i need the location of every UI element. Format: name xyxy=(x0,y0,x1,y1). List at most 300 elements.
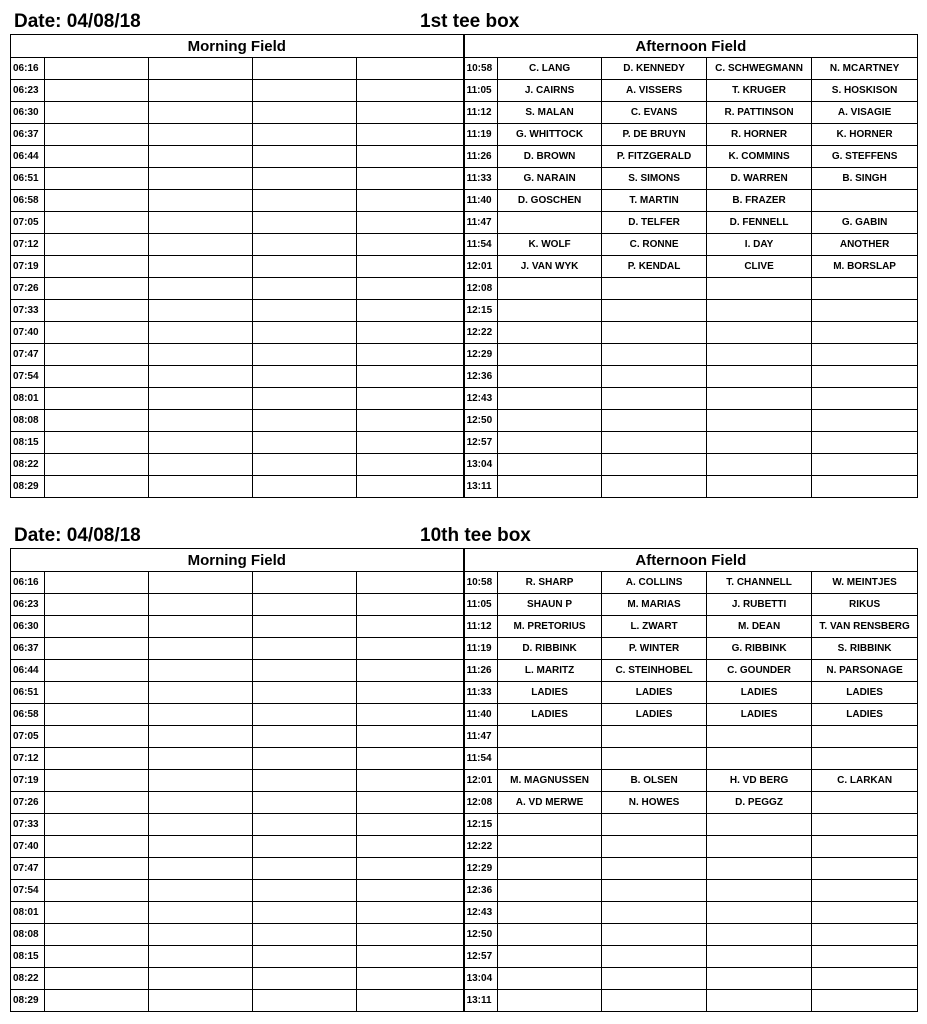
morning-player-slot[interactable] xyxy=(149,300,253,322)
morning-player-slot[interactable] xyxy=(149,256,253,278)
afternoon-player-slot[interactable] xyxy=(707,300,812,322)
morning-player-slot[interactable] xyxy=(45,726,149,748)
afternoon-player-slot[interactable] xyxy=(707,344,812,366)
morning-player-slot[interactable] xyxy=(149,704,253,726)
afternoon-player-slot[interactable] xyxy=(812,190,918,212)
afternoon-player-slot[interactable] xyxy=(498,726,602,748)
morning-player-slot[interactable] xyxy=(253,990,357,1012)
morning-player-slot[interactable] xyxy=(45,638,149,660)
morning-player-slot[interactable] xyxy=(149,344,253,366)
afternoon-player-slot[interactable]: M. BORSLAP xyxy=(812,256,918,278)
morning-player-slot[interactable] xyxy=(149,946,253,968)
morning-player-slot[interactable] xyxy=(149,366,253,388)
afternoon-player-slot[interactable] xyxy=(707,388,812,410)
afternoon-player-slot[interactable] xyxy=(812,836,918,858)
morning-player-slot[interactable] xyxy=(357,454,464,476)
morning-player-slot[interactable] xyxy=(45,454,149,476)
morning-player-slot[interactable] xyxy=(45,748,149,770)
morning-player-slot[interactable] xyxy=(357,190,464,212)
afternoon-player-slot[interactable]: G. GABIN xyxy=(812,212,918,234)
morning-player-slot[interactable] xyxy=(45,256,149,278)
afternoon-player-slot[interactable]: SHAUN P xyxy=(498,594,602,616)
morning-player-slot[interactable] xyxy=(253,858,357,880)
morning-player-slot[interactable] xyxy=(357,212,464,234)
afternoon-player-slot[interactable] xyxy=(498,476,602,498)
morning-player-slot[interactable] xyxy=(253,322,357,344)
morning-player-slot[interactable] xyxy=(149,388,253,410)
afternoon-player-slot[interactable]: D. BROWN xyxy=(498,146,602,168)
afternoon-player-slot[interactable] xyxy=(602,454,707,476)
afternoon-player-slot[interactable]: C. STEINHOBEL xyxy=(602,660,707,682)
afternoon-player-slot[interactable]: D. KENNEDY xyxy=(602,58,707,80)
afternoon-player-slot[interactable]: M. MARIAS xyxy=(602,594,707,616)
morning-player-slot[interactable] xyxy=(253,168,357,190)
afternoon-player-slot[interactable] xyxy=(498,278,602,300)
morning-player-slot[interactable] xyxy=(45,572,149,594)
afternoon-player-slot[interactable]: LADIES xyxy=(602,704,707,726)
afternoon-player-slot[interactable] xyxy=(498,946,602,968)
afternoon-player-slot[interactable] xyxy=(812,902,918,924)
morning-player-slot[interactable] xyxy=(149,990,253,1012)
afternoon-player-slot[interactable] xyxy=(707,990,812,1012)
afternoon-player-slot[interactable]: LADIES xyxy=(498,682,602,704)
afternoon-player-slot[interactable] xyxy=(707,278,812,300)
morning-player-slot[interactable] xyxy=(45,366,149,388)
afternoon-player-slot[interactable]: M. PRETORIUS xyxy=(498,616,602,638)
afternoon-player-slot[interactable] xyxy=(707,748,812,770)
afternoon-player-slot[interactable] xyxy=(812,366,918,388)
morning-player-slot[interactable] xyxy=(149,278,253,300)
afternoon-player-slot[interactable] xyxy=(602,858,707,880)
afternoon-player-slot[interactable] xyxy=(498,814,602,836)
afternoon-player-slot[interactable]: M. DEAN xyxy=(707,616,812,638)
morning-player-slot[interactable] xyxy=(357,58,464,80)
afternoon-player-slot[interactable] xyxy=(498,880,602,902)
afternoon-player-slot[interactable]: T. CHANNELL xyxy=(707,572,812,594)
morning-player-slot[interactable] xyxy=(45,146,149,168)
morning-player-slot[interactable] xyxy=(149,924,253,946)
morning-player-slot[interactable] xyxy=(45,990,149,1012)
afternoon-player-slot[interactable] xyxy=(812,814,918,836)
afternoon-player-slot[interactable]: LADIES xyxy=(707,704,812,726)
morning-player-slot[interactable] xyxy=(253,278,357,300)
morning-player-slot[interactable] xyxy=(45,190,149,212)
afternoon-player-slot[interactable]: N. PARSONAGE xyxy=(812,660,918,682)
morning-player-slot[interactable] xyxy=(149,616,253,638)
morning-player-slot[interactable] xyxy=(253,836,357,858)
afternoon-player-slot[interactable]: L. ZWART xyxy=(602,616,707,638)
morning-player-slot[interactable] xyxy=(253,432,357,454)
afternoon-player-slot[interactable]: C. LANG xyxy=(498,58,602,80)
afternoon-player-slot[interactable]: T. KRUGER xyxy=(707,80,812,102)
morning-player-slot[interactable] xyxy=(253,726,357,748)
morning-player-slot[interactable] xyxy=(357,880,464,902)
morning-player-slot[interactable] xyxy=(149,858,253,880)
afternoon-player-slot[interactable] xyxy=(498,836,602,858)
afternoon-player-slot[interactable] xyxy=(498,432,602,454)
morning-player-slot[interactable] xyxy=(149,902,253,924)
afternoon-player-slot[interactable]: LADIES xyxy=(707,682,812,704)
afternoon-player-slot[interactable]: G. RIBBINK xyxy=(707,638,812,660)
afternoon-player-slot[interactable] xyxy=(602,902,707,924)
afternoon-player-slot[interactable]: ANOTHER xyxy=(812,234,918,256)
afternoon-player-slot[interactable]: R. PATTINSON xyxy=(707,102,812,124)
afternoon-player-slot[interactable] xyxy=(602,968,707,990)
afternoon-player-slot[interactable] xyxy=(602,278,707,300)
afternoon-player-slot[interactable] xyxy=(812,858,918,880)
morning-player-slot[interactable] xyxy=(45,212,149,234)
afternoon-player-slot[interactable]: P. WINTER xyxy=(602,638,707,660)
morning-player-slot[interactable] xyxy=(45,902,149,924)
afternoon-player-slot[interactable] xyxy=(602,300,707,322)
afternoon-player-slot[interactable] xyxy=(498,212,602,234)
morning-player-slot[interactable] xyxy=(45,432,149,454)
afternoon-player-slot[interactable] xyxy=(707,454,812,476)
morning-player-slot[interactable] xyxy=(357,476,464,498)
afternoon-player-slot[interactable] xyxy=(498,366,602,388)
morning-player-slot[interactable] xyxy=(357,990,464,1012)
morning-player-slot[interactable] xyxy=(357,300,464,322)
afternoon-player-slot[interactable]: J. CAIRNS xyxy=(498,80,602,102)
morning-player-slot[interactable] xyxy=(45,660,149,682)
morning-player-slot[interactable] xyxy=(149,58,253,80)
morning-player-slot[interactable] xyxy=(45,124,149,146)
morning-player-slot[interactable] xyxy=(45,476,149,498)
morning-player-slot[interactable] xyxy=(253,410,357,432)
morning-player-slot[interactable] xyxy=(357,616,464,638)
morning-player-slot[interactable] xyxy=(149,410,253,432)
morning-player-slot[interactable] xyxy=(253,388,357,410)
morning-player-slot[interactable] xyxy=(357,792,464,814)
afternoon-player-slot[interactable] xyxy=(602,432,707,454)
morning-player-slot[interactable] xyxy=(149,234,253,256)
afternoon-player-slot[interactable] xyxy=(498,388,602,410)
afternoon-player-slot[interactable] xyxy=(707,880,812,902)
afternoon-player-slot[interactable] xyxy=(602,410,707,432)
morning-player-slot[interactable] xyxy=(149,814,253,836)
afternoon-player-slot[interactable]: LADIES xyxy=(498,704,602,726)
afternoon-player-slot[interactable]: S. RIBBINK xyxy=(812,638,918,660)
morning-player-slot[interactable] xyxy=(357,322,464,344)
morning-player-slot[interactable] xyxy=(149,792,253,814)
morning-player-slot[interactable] xyxy=(45,880,149,902)
morning-player-slot[interactable] xyxy=(253,366,357,388)
afternoon-player-slot[interactable] xyxy=(707,946,812,968)
morning-player-slot[interactable] xyxy=(45,814,149,836)
morning-player-slot[interactable] xyxy=(253,256,357,278)
afternoon-player-slot[interactable] xyxy=(707,432,812,454)
afternoon-player-slot[interactable]: RIKUS xyxy=(812,594,918,616)
morning-player-slot[interactable] xyxy=(149,476,253,498)
afternoon-player-slot[interactable] xyxy=(602,836,707,858)
morning-player-slot[interactable] xyxy=(45,770,149,792)
afternoon-player-slot[interactable] xyxy=(812,924,918,946)
morning-player-slot[interactable] xyxy=(45,704,149,726)
afternoon-player-slot[interactable]: G. NARAIN xyxy=(498,168,602,190)
afternoon-player-slot[interactable]: K. COMMINS xyxy=(707,146,812,168)
morning-player-slot[interactable] xyxy=(253,234,357,256)
morning-player-slot[interactable] xyxy=(253,638,357,660)
morning-player-slot[interactable] xyxy=(149,102,253,124)
morning-player-slot[interactable] xyxy=(357,748,464,770)
morning-player-slot[interactable] xyxy=(45,234,149,256)
afternoon-player-slot[interactable]: C. RONNE xyxy=(602,234,707,256)
afternoon-player-slot[interactable] xyxy=(602,814,707,836)
morning-player-slot[interactable] xyxy=(149,748,253,770)
afternoon-player-slot[interactable] xyxy=(707,902,812,924)
morning-player-slot[interactable] xyxy=(357,432,464,454)
morning-player-slot[interactable] xyxy=(253,902,357,924)
afternoon-player-slot[interactable] xyxy=(707,476,812,498)
afternoon-player-slot[interactable] xyxy=(707,814,812,836)
morning-player-slot[interactable] xyxy=(149,190,253,212)
morning-player-slot[interactable] xyxy=(149,594,253,616)
afternoon-player-slot[interactable]: C. GOUNDER xyxy=(707,660,812,682)
afternoon-player-slot[interactable] xyxy=(602,344,707,366)
afternoon-player-slot[interactable]: J. RUBETTI xyxy=(707,594,812,616)
morning-player-slot[interactable] xyxy=(253,616,357,638)
morning-player-slot[interactable] xyxy=(357,638,464,660)
morning-player-slot[interactable] xyxy=(45,278,149,300)
afternoon-player-slot[interactable]: G. WHITTOCK xyxy=(498,124,602,146)
afternoon-player-slot[interactable] xyxy=(707,858,812,880)
morning-player-slot[interactable] xyxy=(45,102,149,124)
afternoon-player-slot[interactable]: N. HOWES xyxy=(602,792,707,814)
afternoon-player-slot[interactable]: M. MAGNUSSEN xyxy=(498,770,602,792)
morning-player-slot[interactable] xyxy=(253,792,357,814)
afternoon-player-slot[interactable]: LADIES xyxy=(602,682,707,704)
morning-player-slot[interactable] xyxy=(357,726,464,748)
afternoon-player-slot[interactable]: A. COLLINS xyxy=(602,572,707,594)
morning-player-slot[interactable] xyxy=(253,300,357,322)
morning-player-slot[interactable] xyxy=(357,594,464,616)
afternoon-player-slot[interactable] xyxy=(812,748,918,770)
morning-player-slot[interactable] xyxy=(357,814,464,836)
morning-player-slot[interactable] xyxy=(149,80,253,102)
afternoon-player-slot[interactable] xyxy=(498,902,602,924)
morning-player-slot[interactable] xyxy=(45,616,149,638)
morning-player-slot[interactable] xyxy=(253,190,357,212)
afternoon-player-slot[interactable]: I. DAY xyxy=(707,234,812,256)
morning-player-slot[interactable] xyxy=(253,102,357,124)
afternoon-player-slot[interactable] xyxy=(812,388,918,410)
afternoon-player-slot[interactable]: P. FITZGERALD xyxy=(602,146,707,168)
morning-player-slot[interactable] xyxy=(357,80,464,102)
morning-player-slot[interactable] xyxy=(45,58,149,80)
afternoon-player-slot[interactable]: J. VAN WYK xyxy=(498,256,602,278)
morning-player-slot[interactable] xyxy=(253,924,357,946)
afternoon-player-slot[interactable] xyxy=(498,990,602,1012)
morning-player-slot[interactable] xyxy=(357,836,464,858)
morning-player-slot[interactable] xyxy=(149,836,253,858)
afternoon-player-slot[interactable]: A. VISSERS xyxy=(602,80,707,102)
morning-player-slot[interactable] xyxy=(149,432,253,454)
afternoon-player-slot[interactable] xyxy=(812,278,918,300)
morning-player-slot[interactable] xyxy=(253,880,357,902)
morning-player-slot[interactable] xyxy=(45,968,149,990)
morning-player-slot[interactable] xyxy=(357,704,464,726)
morning-player-slot[interactable] xyxy=(253,124,357,146)
afternoon-player-slot[interactable] xyxy=(602,924,707,946)
afternoon-player-slot[interactable] xyxy=(602,880,707,902)
afternoon-player-slot[interactable]: R. SHARP xyxy=(498,572,602,594)
morning-player-slot[interactable] xyxy=(149,968,253,990)
afternoon-player-slot[interactable] xyxy=(707,322,812,344)
afternoon-player-slot[interactable] xyxy=(812,476,918,498)
afternoon-player-slot[interactable]: S. MALAN xyxy=(498,102,602,124)
morning-player-slot[interactable] xyxy=(149,212,253,234)
morning-player-slot[interactable] xyxy=(253,968,357,990)
afternoon-player-slot[interactable] xyxy=(812,344,918,366)
morning-player-slot[interactable] xyxy=(45,682,149,704)
afternoon-player-slot[interactable]: K. HORNER xyxy=(812,124,918,146)
morning-player-slot[interactable] xyxy=(253,594,357,616)
morning-player-slot[interactable] xyxy=(357,924,464,946)
afternoon-player-slot[interactable] xyxy=(812,454,918,476)
morning-player-slot[interactable] xyxy=(357,366,464,388)
afternoon-player-slot[interactable] xyxy=(602,388,707,410)
morning-player-slot[interactable] xyxy=(45,836,149,858)
morning-player-slot[interactable] xyxy=(45,322,149,344)
afternoon-player-slot[interactable] xyxy=(812,946,918,968)
afternoon-player-slot[interactable]: R. HORNER xyxy=(707,124,812,146)
afternoon-player-slot[interactable]: D. WARREN xyxy=(707,168,812,190)
morning-player-slot[interactable] xyxy=(45,344,149,366)
morning-player-slot[interactable] xyxy=(357,902,464,924)
morning-player-slot[interactable] xyxy=(149,770,253,792)
afternoon-player-slot[interactable]: B. SINGH xyxy=(812,168,918,190)
morning-player-slot[interactable] xyxy=(357,256,464,278)
morning-player-slot[interactable] xyxy=(45,594,149,616)
morning-player-slot[interactable] xyxy=(357,946,464,968)
afternoon-player-slot[interactable]: C. LARKAN xyxy=(812,770,918,792)
afternoon-player-slot[interactable] xyxy=(602,946,707,968)
afternoon-player-slot[interactable]: A. VD MERWE xyxy=(498,792,602,814)
afternoon-player-slot[interactable] xyxy=(602,366,707,388)
morning-player-slot[interactable] xyxy=(253,748,357,770)
afternoon-player-slot[interactable] xyxy=(812,968,918,990)
afternoon-player-slot[interactable] xyxy=(812,300,918,322)
afternoon-player-slot[interactable] xyxy=(498,410,602,432)
afternoon-player-slot[interactable] xyxy=(812,432,918,454)
morning-player-slot[interactable] xyxy=(253,454,357,476)
morning-player-slot[interactable] xyxy=(45,410,149,432)
afternoon-player-slot[interactable] xyxy=(498,968,602,990)
afternoon-player-slot[interactable] xyxy=(707,924,812,946)
morning-player-slot[interactable] xyxy=(45,858,149,880)
afternoon-player-slot[interactable] xyxy=(602,476,707,498)
morning-player-slot[interactable] xyxy=(149,726,253,748)
morning-player-slot[interactable] xyxy=(357,234,464,256)
afternoon-player-slot[interactable]: G. STEFFENS xyxy=(812,146,918,168)
morning-player-slot[interactable] xyxy=(45,300,149,322)
afternoon-player-slot[interactable] xyxy=(602,748,707,770)
morning-player-slot[interactable] xyxy=(253,770,357,792)
morning-player-slot[interactable] xyxy=(357,168,464,190)
afternoon-player-slot[interactable]: D. GOSCHEN xyxy=(498,190,602,212)
afternoon-player-slot[interactable] xyxy=(498,300,602,322)
afternoon-player-slot[interactable] xyxy=(707,968,812,990)
afternoon-player-slot[interactable]: D. PEGGZ xyxy=(707,792,812,814)
afternoon-player-slot[interactable] xyxy=(707,836,812,858)
morning-player-slot[interactable] xyxy=(45,388,149,410)
morning-player-slot[interactable] xyxy=(357,572,464,594)
morning-player-slot[interactable] xyxy=(45,946,149,968)
afternoon-player-slot[interactable] xyxy=(707,366,812,388)
morning-player-slot[interactable] xyxy=(357,660,464,682)
morning-player-slot[interactable] xyxy=(149,880,253,902)
afternoon-player-slot[interactable]: D. FENNELL xyxy=(707,212,812,234)
afternoon-player-slot[interactable]: N. MCARTNEY xyxy=(812,58,918,80)
afternoon-player-slot[interactable]: C. EVANS xyxy=(602,102,707,124)
morning-player-slot[interactable] xyxy=(149,454,253,476)
afternoon-player-slot[interactable]: T. MARTIN xyxy=(602,190,707,212)
afternoon-player-slot[interactable]: C. SCHWEGMANN xyxy=(707,58,812,80)
morning-player-slot[interactable] xyxy=(253,660,357,682)
morning-player-slot[interactable] xyxy=(45,80,149,102)
morning-player-slot[interactable] xyxy=(357,146,464,168)
afternoon-player-slot[interactable] xyxy=(498,924,602,946)
afternoon-player-slot[interactable] xyxy=(812,410,918,432)
morning-player-slot[interactable] xyxy=(253,146,357,168)
afternoon-player-slot[interactable] xyxy=(812,322,918,344)
morning-player-slot[interactable] xyxy=(45,924,149,946)
morning-player-slot[interactable] xyxy=(149,660,253,682)
afternoon-player-slot[interactable]: D. RIBBINK xyxy=(498,638,602,660)
morning-player-slot[interactable] xyxy=(357,344,464,366)
morning-player-slot[interactable] xyxy=(253,80,357,102)
afternoon-player-slot[interactable] xyxy=(707,726,812,748)
afternoon-player-slot[interactable] xyxy=(812,990,918,1012)
morning-player-slot[interactable] xyxy=(253,212,357,234)
morning-player-slot[interactable] xyxy=(149,572,253,594)
morning-player-slot[interactable] xyxy=(149,322,253,344)
morning-player-slot[interactable] xyxy=(149,146,253,168)
afternoon-player-slot[interactable] xyxy=(498,858,602,880)
afternoon-player-slot[interactable]: K. WOLF xyxy=(498,234,602,256)
morning-player-slot[interactable] xyxy=(357,770,464,792)
afternoon-player-slot[interactable] xyxy=(812,726,918,748)
afternoon-player-slot[interactable] xyxy=(498,344,602,366)
morning-player-slot[interactable] xyxy=(357,858,464,880)
morning-player-slot[interactable] xyxy=(357,410,464,432)
afternoon-player-slot[interactable]: D. TELFER xyxy=(602,212,707,234)
morning-player-slot[interactable] xyxy=(357,124,464,146)
afternoon-player-slot[interactable]: S. HOSKISON xyxy=(812,80,918,102)
afternoon-player-slot[interactable]: W. MEINTJES xyxy=(812,572,918,594)
afternoon-player-slot[interactable] xyxy=(602,990,707,1012)
afternoon-player-slot[interactable] xyxy=(812,880,918,902)
morning-player-slot[interactable] xyxy=(357,388,464,410)
afternoon-player-slot[interactable] xyxy=(707,410,812,432)
morning-player-slot[interactable] xyxy=(253,344,357,366)
morning-player-slot[interactable] xyxy=(357,102,464,124)
morning-player-slot[interactable] xyxy=(253,58,357,80)
morning-player-slot[interactable] xyxy=(253,814,357,836)
afternoon-player-slot[interactable]: P. KENDAL xyxy=(602,256,707,278)
afternoon-player-slot[interactable] xyxy=(602,322,707,344)
morning-player-slot[interactable] xyxy=(253,572,357,594)
morning-player-slot[interactable] xyxy=(149,168,253,190)
morning-player-slot[interactable] xyxy=(357,278,464,300)
morning-player-slot[interactable] xyxy=(149,682,253,704)
morning-player-slot[interactable] xyxy=(253,946,357,968)
afternoon-player-slot[interactable]: L. MARITZ xyxy=(498,660,602,682)
morning-player-slot[interactable] xyxy=(357,968,464,990)
afternoon-player-slot[interactable]: P. DE BRUYN xyxy=(602,124,707,146)
afternoon-player-slot[interactable] xyxy=(498,748,602,770)
morning-player-slot[interactable] xyxy=(149,124,253,146)
